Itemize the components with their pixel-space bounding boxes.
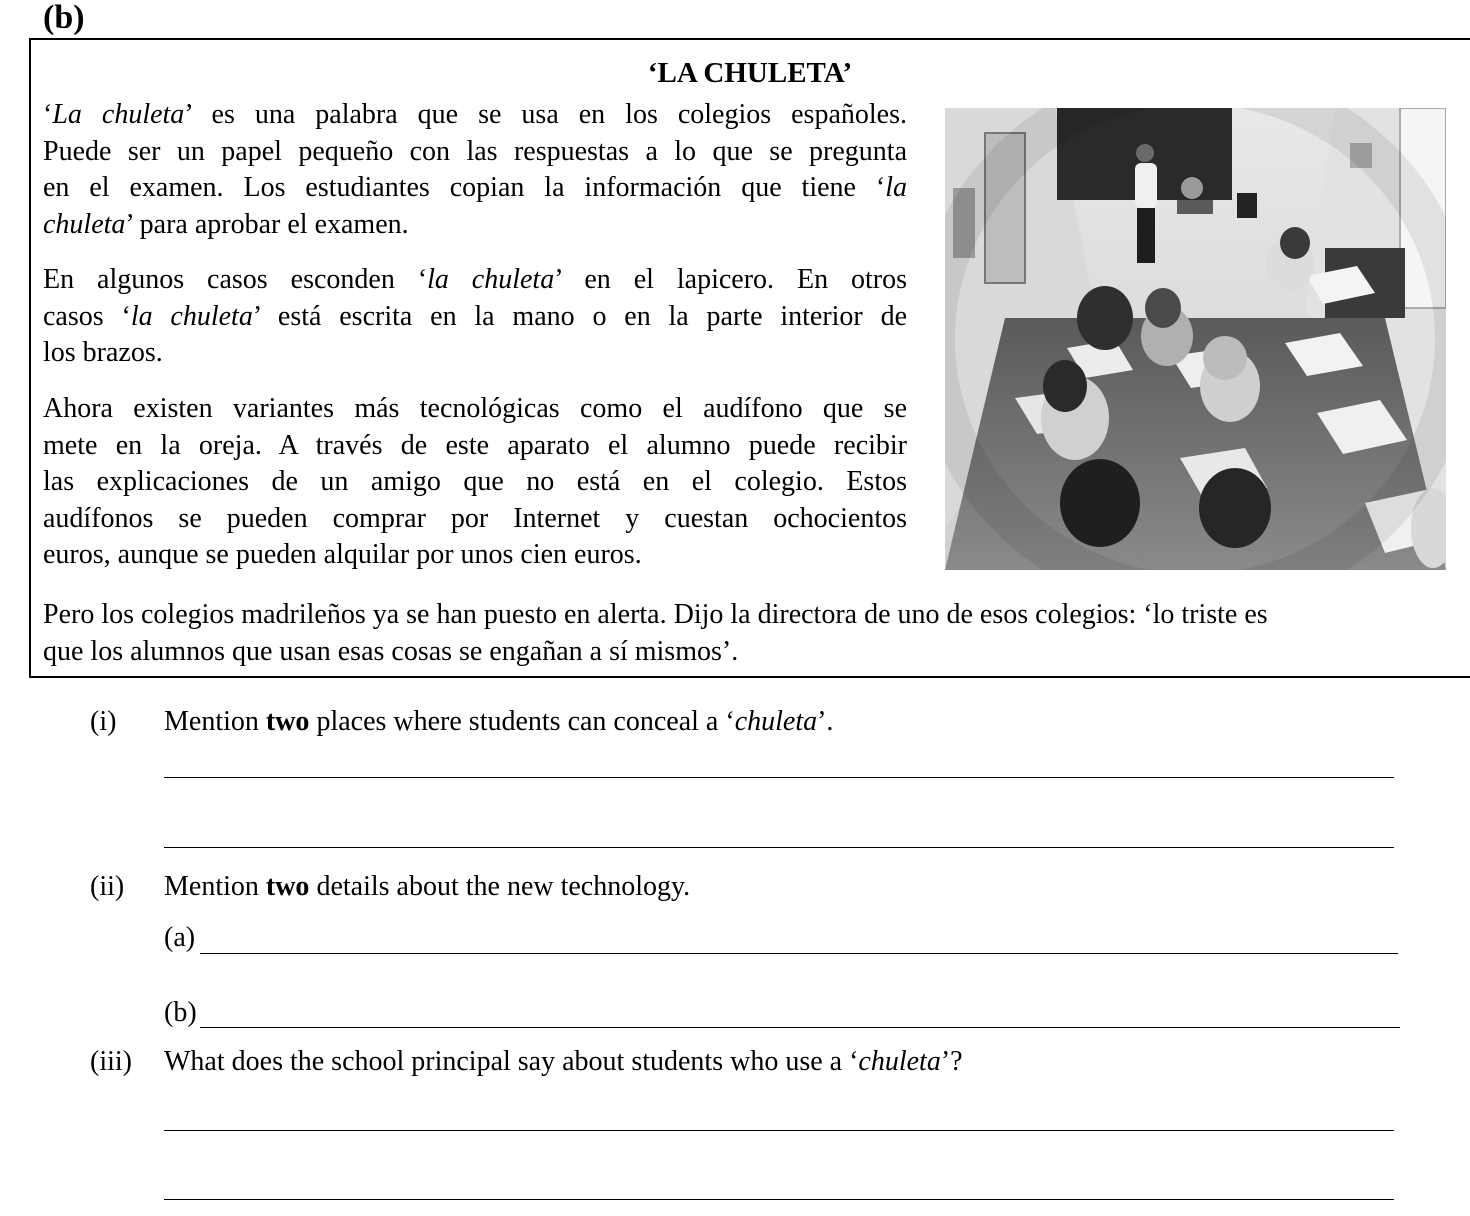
question-number: (iii) — [90, 1046, 132, 1077]
question-text — [164, 870, 690, 904]
paragraph-4 — [43, 597, 1463, 670]
answer-line-b[interactable] — [200, 1027, 1400, 1028]
paragraph-2-line: casos ‘la chuleta’ está escrita en la mano o en la parte interior de — [43, 300, 907, 332]
paragraph-1-line: ‘La chuleta’ es una palabra que se usa en los colegios españoles. — [43, 99, 907, 130]
paragraph-4-line: Pero los colegios madrileños ya se han puesto en alerta. Dijo la directora de uno de esos colegios: ‘lo triste es — [43, 599, 1268, 630]
question-text-part: places where students can conceal a ‘ — [309, 706, 735, 737]
paragraph-3-line: Ahora existen variantes más tecnológicas como el audífono que se — [43, 393, 907, 424]
paragraph-3 — [43, 391, 907, 574]
paragraph-2-line: los brazos. — [43, 337, 163, 368]
question-emphasis: two — [265, 706, 310, 737]
answer-line[interactable] — [164, 1199, 1394, 1200]
question-text-part: ’? — [940, 1046, 963, 1077]
article-title: ‘LA CHULETA’ — [647, 57, 853, 89]
question-text-part: details about the new technology. — [309, 871, 691, 902]
question-number: (i) — [90, 706, 117, 737]
question-text — [164, 705, 833, 739]
paragraph-3-line: audífonos se pueden comprar por Internet y cuestan ochocientos — [43, 502, 907, 534]
classroom-photo — [945, 108, 1446, 570]
question-text — [164, 1045, 963, 1079]
section-label: (b) — [43, 0, 85, 36]
paragraph-2-line: En algunos casos esconden ‘la chuleta’ en el lapicero. En otros — [43, 264, 907, 295]
paragraph-1 — [43, 97, 907, 243]
question-italic-term: chuleta — [734, 706, 818, 737]
paragraph-1-line: en el examen. Los estudiantes copian la información que tiene ‘la — [43, 172, 907, 203]
paragraph-2 — [43, 262, 907, 372]
answer-line[interactable] — [164, 777, 1394, 778]
sub-question-b-label: (b) — [164, 997, 197, 1028]
paragraph-3-line: euros, aunque se pueden alquilar por unos cien euros. — [43, 539, 642, 570]
question-text-part: ’. — [817, 706, 834, 737]
classroom-illustration — [945, 108, 1446, 570]
paragraph-3-line: mete en la oreja. A través de este aparato el alumno puede recibir — [43, 429, 907, 461]
answer-line-a[interactable] — [200, 953, 1398, 954]
question-text-part: Mention — [164, 706, 266, 737]
paragraph-3-line: las explicaciones de un amigo que no está en el colegio. Estos — [43, 466, 907, 497]
paragraph-1-line: Puede ser un papel pequeño con las respuestas a lo que se pregunta — [43, 135, 907, 167]
question-text-part: What does the school principal say about students who use a ‘ — [164, 1046, 859, 1077]
question-number: (ii) — [90, 871, 125, 902]
paragraph-4-line: que los alumnos que usan esas cosas se engañan a sí mismos’. — [43, 635, 739, 667]
answer-line[interactable] — [164, 847, 1394, 848]
sub-question-a-label: (a) — [164, 922, 196, 953]
question-italic-term: chuleta — [858, 1046, 941, 1077]
question-emphasis: two — [265, 871, 310, 902]
paragraph-1-line: chuleta’ para aprobar el examen. — [43, 208, 409, 240]
question-text-part: Mention — [164, 871, 266, 902]
answer-line[interactable] — [164, 1130, 1394, 1131]
